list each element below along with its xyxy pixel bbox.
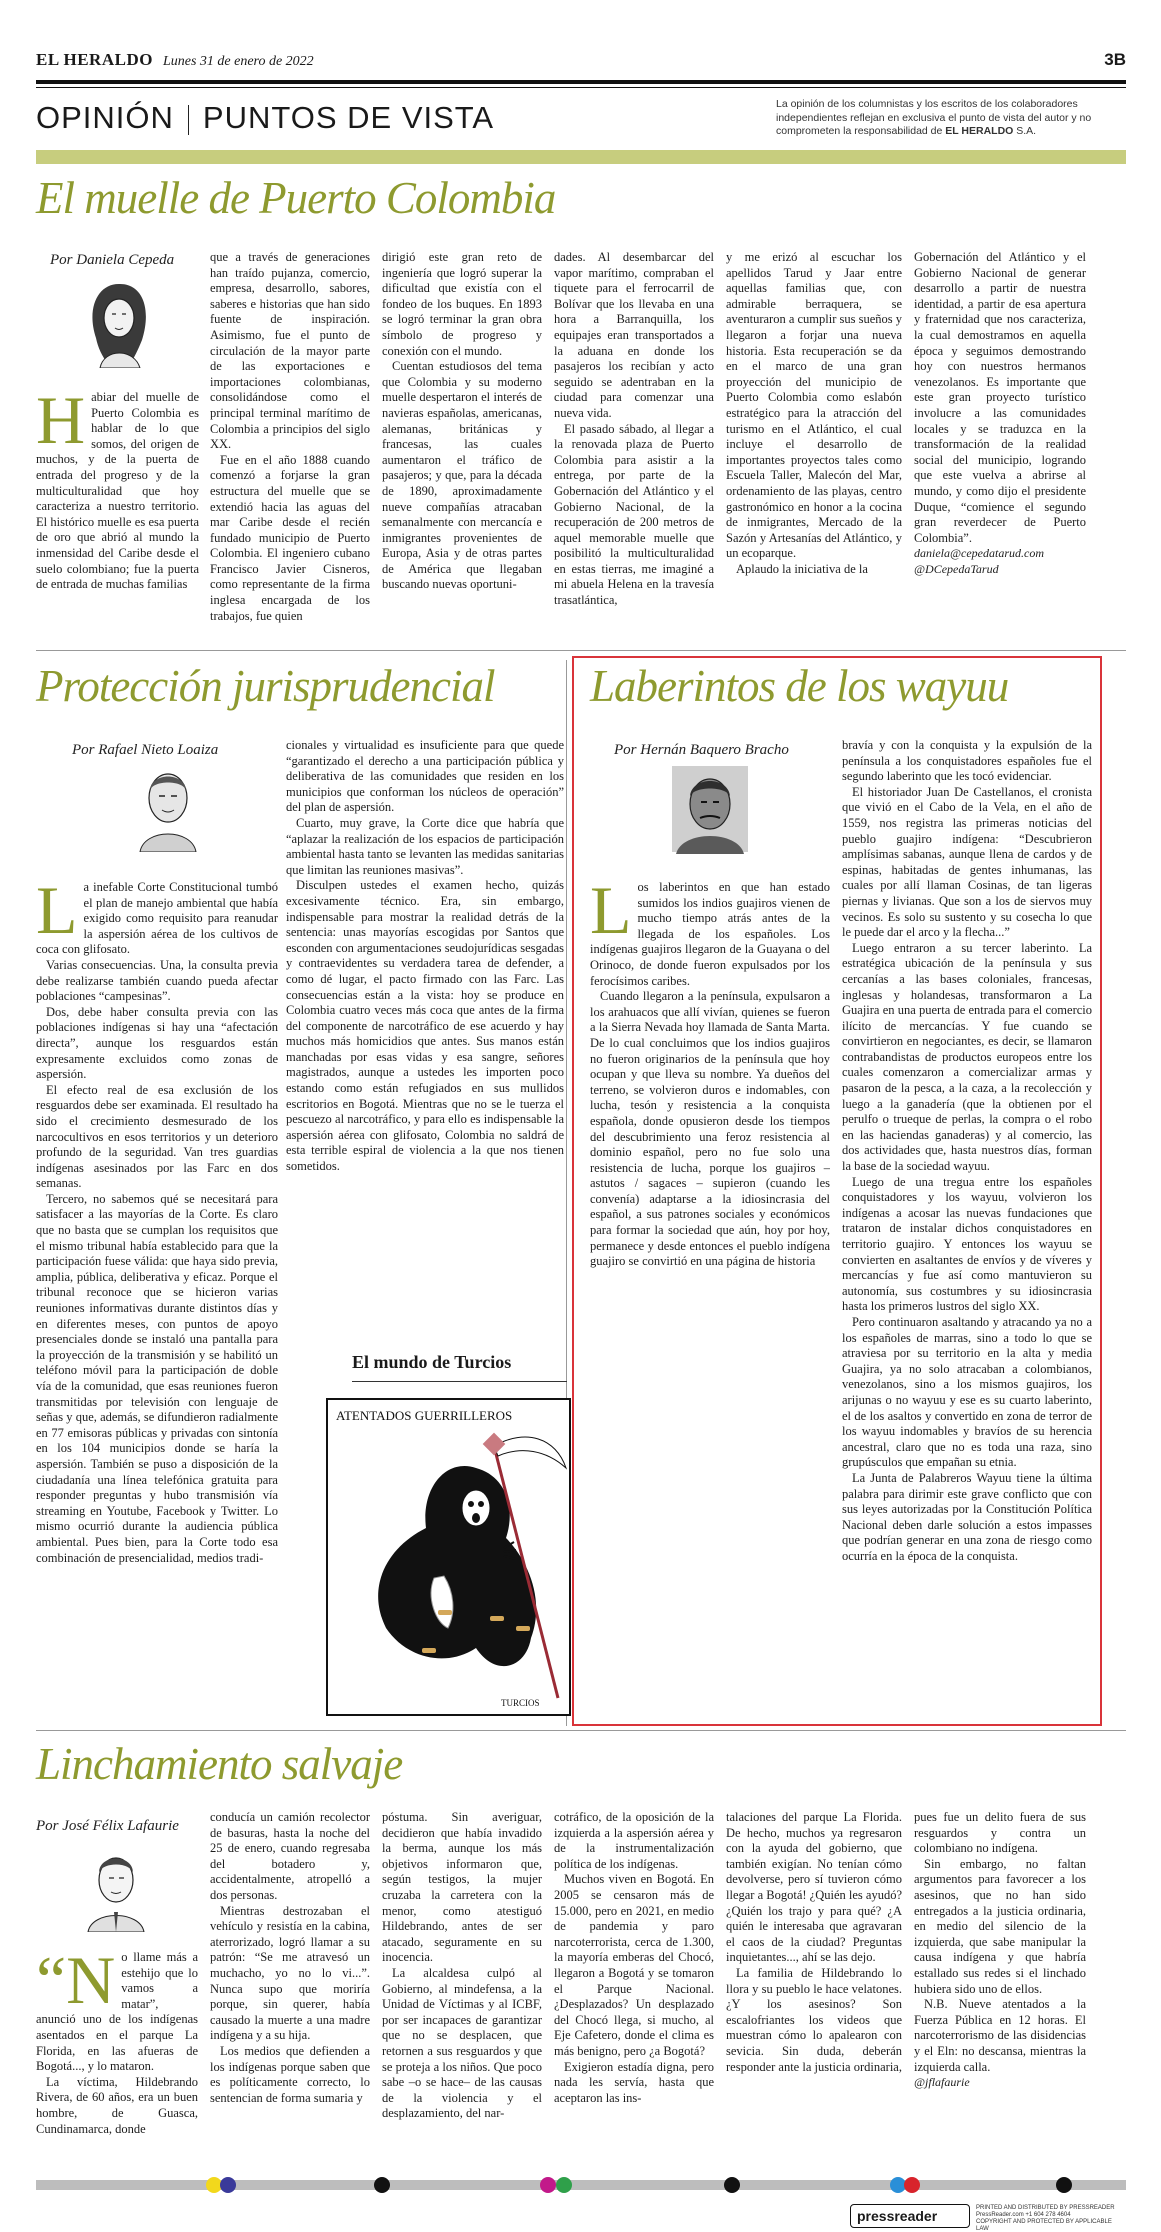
article-column: que a través de generaciones han traído pujanza, comercio, empresa, desarrollo, sabores, saberes e historias que han sido fuente de inspiración. Asimismo, fue el punto de circulación de la mayor parte de las exportaciones e importaciones colombianas, consolidándose como el principal terminal marítimo de Colombia a principios del siglo XX. Fue en el año 1888 cuando comenzó a forjarse la gran estructura del muelle que se extendió hacia las aguas del mar Caribe desde el recién fundado municipio de Puerto Colombia. El ingeniero cubano Francisco Javier Cisneros, como representante de la firma inglesa encargada de los trabajos, fue quien [210, 250, 370, 623]
article-column: bravía y con la conquista y la expulsión de la península a los conquistadores españoles fue el segundo laberinto que les tocó evidenciar. El historiador Juan De Castellanos, el cronista que vivió en el Cabo de la Vela, en el año de 1559, nos registra las primeras noticias del pueblo guajiro indígena: “Descubrieron amplísimas sabanas, aunque llena de cardos y de espinas, habitadas de gentes inhumanas, las cuales por allí llaman Cosinas, de tan ligeras piernas y livianas. Que son a los de siervos muy vecinos. Es solo su sustento y su cosecha lo que le puede dar el arco y la flecha...” Luego entraron a su tercer laberinto. La estratégica ubicación de la península y sus cercanías a las bases coloniales, francesas, inglesas y holandesas, transformaron a La Guajira en una puerta de entrada para el comercio ilícito de mercancías. Y fue cuando se convirtieron en negociantes, es decir, se llamaron contrabandistas de productos europeos entre los cuales comenzaron a comercializar armas y pasaron de la pesca, a la caza, a la recolección y luego a la ganadería (que la obtienen por el perulfo o trueque de perlas, la compra o el robo en las haciendas ganaderas) y al comercio, las dos actividades que, hasta nuestros días, forman la base de la sociedad wayuu. Luego de una tregua entre los españoles conquistadores y los wayuu, volvieron los indígenas a acosar las nuevas fundaciones que trataron de instalar dichos conquistadores en territorio guajiro. Y entonces los wayuu se convierten en asaltantes de envíos y de víveres y mercancías y fue así como mantuvieron su autonomía, sus costumbres y su idiosincrasia hasta los primeros lustros del siglo XX. Pero continuaron asaltando y atracando ya no a los españoles de marras, sino a todo lo que se atraviesa por su territorio en la alta y media Guajira, ya no solo atracaban a colombianos, venezolanos, sino a los mismos guajiros, los arijunas o no wayuu y ese es su cuarto laberinto, el de los asaltos y convertido en zona de terror de los wayuu indomables y bravíos de su herencia ancestral, claro que no es toda una raza, sino grupúsculos que empañan su etnia. La Junta de Palabreros Wayuu tiene la última palabra para dirimir este grave conflicto que con sus leyes autorizadas por la Constitución Política Nacional deben darle solución a estos impasses que podrían generar en una zona de riesgo como ocurría en la época de la conquista. [842, 738, 1092, 1563]
article-column: pues fue un delito fuera de sus resguardos y contra un colombiano no indígena. Sin embargo, no faltan argumentos para favorecer a los asesinos, que no han sido entregados a la justicia ordinaria, en medio del silencio de la izquierda, que sabe manipular la causa indígena y que habría estallado sus redes si el linchado hubiera sido uno de ellos. N.B. Nueve atentados a la Fuerza Pública en 12 horas. El narcoterrorismo de las disidencias y el Eln: no descansa, mientras la izquierda calla. @jflafaurie [914, 1810, 1086, 2090]
registration-dot [556, 2177, 572, 2193]
drop-cap: L [36, 880, 78, 948]
article-title: Laberintos de los wayuu [590, 661, 1009, 711]
divider [36, 650, 1126, 651]
article-column: L a inefable Corte Constitucional tumbó el plan de manejo ambiental que había exigido como requisito para reanudar la aspersión aérea de los cultivos de coca con glifosato. Varias consecuencias. Una, la consulta previa debe realizarse también cuando pueda afectar poblaciones “campesinas”. Dos, debe haber consulta previa con las poblaciones indígenas si hay una “afectación directa”, aunque los resguardos están expresamente excluidos como zonas de aspersión. El efecto real de esa exclusión de los resguardos debe ser examinada. El resultado ha sido el crecimiento desmesurado de los narcocultivos en esos territorios y un deterioro profundo de la seguridad. Van tres guardias indígenas asesinados por las Farc en dos semanas. Tercero, no sabemos qué se necesitará para satisfacer a las mayorías de la Corte. Es claro que no basta que se cumplan los requisitos que el mismo tribunal había establecido para que la participación fuese válida: que haya sido previa, amplia, pública, deliberativa y eficaz. Porque el tribunal reconoce que se hicieron varias reuniones informativas durante distintos días y en diferentes meses, con puntos de apoyo presenciales donde se instaló una pantalla para la proyección de la transmisión y se habilitó un teléfono móvil para la participación de doble vía de la comunidad, que esas reuniones fueron transmitidas por televisión con lenguaje de señas y que, además, se difundieron radialmente en 77 emisoras públicas y privadas con sintonía en los 104 municipios donde se haría la aspersión. También se puso a disposición de la ciudadanía una línea telefónica gratuita para responder preguntas y hubo transmisión vía streaming en Youtube, Facebook y Twitter. Lo mismo ocurrió durante la audiencia pública ambiental. Pues bien, para la Corte todo esa combinación de presencialidad, medios tradi- [36, 880, 278, 1565]
registration-dot [540, 2177, 556, 2193]
article-column: H abiar del muelle de Puerto Colombia es hablar de lo que somos, del origen de muchos, y de la puerta de entrada del progreso y de la multiculturalidad que hoy caracteriza a nuestro territorio. El histórico muelle es esa puerta de oro que abrió al mundo la inmensidad del Caribe desde el suelo colombiano; fue la puerta de entrada de muchas familias [36, 390, 199, 592]
page-number: 3B [1104, 50, 1126, 69]
cartoon-rule [352, 1381, 567, 1382]
cartoon-title: El mundo de Turcios [352, 1352, 512, 1372]
masthead-rule [36, 80, 1126, 84]
article-column: cionales y virtualidad es insuficiente para que quede “garantizado el derecho a una participación pública y deliberativa de las comunidades que residen en los municipios que conforman los núcleos de operación” del plan de aspersión. Cuarto, muy grave, la Corte dice que habría que “aplazar la realización de los espacios de participación ambiental hasta tanto se levanten las medidas sanitarias que limitan las reuniones masivas”. Disculpen ustedes el examen hecho, quizás excesivamente técnico. Era, sin embargo, indispensable para mostrar la realidad detrás de la sentencia: unas mayorías escogidas por Santos que esconden con argumentaciones seudojurídicas sesgadas y contraevidentes su verdadera tarea de defender, a como dé lugar, el pacto firmado con las Farc. Las consecuencias están a la vista: hoy se produce en Colombia cuatro veces más coca que antes de la firma del componente de narcotráfico de ese acuerdo y hay muchos más homicidios que antes. Sus manos están manchadas por esas vidas y esa sangre, señores magistrados, aunque a ustedes les importen poco estando como están refugiados en sus mullidos escritorios en Bogotá. Mientras que no se le tuerza el pescuezo al narcotráfico, y para ello es indispensable la aspersión aérea con glifosato, Colombia no saldrá de esta terrible espiral de violencia a la que nos tienen sometidos. [286, 738, 564, 1174]
article-column: L os laberintos en que han estado sumidos los indios guajiros vienen de mucho tiempo atrás antes de la llegada de los españoles. Los indígenas guajiros llegaron de la Guayana o del Orinoco, de donde fueron expulsados por los ferocísimos caribes. Cuando llegaron a la península, expulsaron a los arahuacos que allí vivían, quienes se fueron a la Sierra Nevada hoy llamada de Santa Marta. De lo cual concluimos que los indios guajiros no fueron originarios de la península que hoy ocupan y que lleva su nombre. Ya dueños del terreno, se volvieron duros e indomables, con lucha, tesón y resistencia a la conquista española, donde opusieron desde los tiempos del descubrimiento una feroz resistencia al dominio español, pero no fue solo una resistencia de lucha, porque los guajiros – astutos / sagaces – supieron (cuando les convenía) adaptarse a la idiosincrasia del español, a sus patrones sociales y económicos para formar la sociedad que aún, hoy por hoy, permanece y desde entonces el pueblo indígena guajiro se convirtió en una página de historia [590, 880, 830, 1269]
author-portrait [670, 764, 750, 854]
article-byline: Por Rafael Nieto Loaiza [72, 742, 219, 758]
divider [36, 1730, 1126, 1731]
section-subname: PUNTOS DE VISTA [202, 100, 495, 135]
pressreader-logo: pressreader [850, 2204, 970, 2228]
article-title: Linchamiento salvaje [36, 1739, 403, 1789]
registration-dot [1056, 2177, 1072, 2193]
masthead [36, 50, 1126, 72]
article-title: El muelle de Puerto Colombia [36, 173, 556, 223]
drop-cap: L [590, 880, 632, 948]
article-column: dades. Al desembarcar del vapor marítimo, compraban el tiquete para el ferrocarril de Bolívar que los llevaba en una hora a Barranquilla, los equipajes eran transportados a la aduana en donde los pasajeros los recibían y acto seguido se adentraban en la ciudad para comenzar una nueva vida. El pasado sábado, al llegar a la renovada plaza de Puerto Colombia para asistir a la entrega, por parte de la Gobernación del Atlántico y el Gobierno Nacional, de la recuperación de 200 metros de aquel memorable muelle que posibilitó la multiculturalidad en estas tierras, me imaginé a mi abuela Helena en la travesía trasatlántica, [554, 250, 714, 608]
registration-dot [374, 2177, 390, 2193]
article-column: dirigió este gran reto de ingeniería que logró superar la dificultad que existía con el fondeo de los buques. En 1893 se logró terminar la gran obra símbolo de progreso y conexión con el mundo. Cuentan estudiosos del tema que Colombia y su moderno muelle despertaron el interés de navieras españolas, americanas, alemanas, británicas y francesas, las cuales aumentaron el tráfico de pasajeros; y que, para la década de 1890, aproximadamente nueve compañías atracaban semanalmente con mercancía e inmigrantes provenientes de Europa, Asia y de otras partes de América que llegaban buscando nuevas oportuni- [382, 250, 542, 592]
section-name: OPINIÓN [36, 100, 174, 135]
author-portrait [78, 278, 158, 368]
article-byline: Por Hernán Baquero Bracho [614, 742, 789, 758]
registration-dot [220, 2177, 236, 2193]
footer-line: PRINTED AND DISTRIBUTED BY PRESSREADER [976, 2205, 1115, 2211]
article-byline: Por José Félix Lafaurie [36, 1818, 179, 1834]
article-column: y me erizó al escuchar los apellidos Tarud y Jaar entre aquellas familias que, con admirable berraquera, se aventuraron a cumplir sus sueños y llegaron a forjar una nueva historia. Esta recuperación se da en el marco de una gran proyección del municipio de Puerto Colombia como eslabón estratégico para la atracción del turismo en el Atlántico, el cual incluye el desarrollo de importantes proyectos tales como Escuela Taller, Malecón del Mar, ordenamiento de las playas, centro gastronómico en honor a la cocina de inmigrantes, Mercado de la Sazón y Artesanías del Atlántico, y un ecoparque. Aplaudo la iniciativa de la [726, 250, 902, 576]
author-portrait [76, 1842, 156, 1932]
article-column: conducía un camión recolector de basuras, hasta la noche del 25 de enero, cuando regresaba del botadero y, accidentalmente, atropelló a dos personas. Mientras destrozaban el vehículo y resistía en la cabina, aterrorizado, logró llamar a su patrón: “Se me atravesó un muchacho, yo no lo vi...”. Nunca supo que moriría porque, sin querer, había causado la muerte a una madre indígena y a su hija. Los medios que defienden a los indígenas porque saben que es políticamente correcto, lo sentencian de forma sumaria y [210, 1810, 370, 2105]
footer-line: COPYRIGHT AND PROTECTED BY APPLICABLE LAW [976, 2219, 1112, 2232]
cartoon-illustration [326, 1398, 571, 1716]
author-portrait [128, 762, 208, 852]
article-title: Protección jurisprudencial [36, 661, 495, 711]
registration-bar [36, 2180, 1126, 2190]
article-column: talaciones del parque La Florida. De hecho, muchos ya regresaron con la ayuda del gobierno, que también exigían. No tenían cómo devolverse, pero sí tuvieron cómo llegar a Bogotá! ¿Quién les ayudó? ¿Quién los trajo y para qué? ¿A quién le interesaba que agravaran el caos de la ciudad? Preguntas inquietantes..., ahí se las dejo. La familia de Hildebrando lo llora y su pueblo le hace velatones. ¿Y los asesinos? Son escalofriantes los videos que muestran cómo lo apalearon con sevicia. Sin duda, deberán responder ante la justicia ordinaria, [726, 1810, 902, 2074]
drop-cap: “N [36, 1950, 116, 2018]
article-column: Gobernación del Atlántico y el Gobierno Nacional de generar desarrollo a partir de nuestra identidad, a partir de esa apertura y fraternidad que nos caracteriza, la cual demostramos en aquella época y seguimos demostrando hoy con nuestros hermanos venezolanos. Es importante que este gran proyecto turístico involucre a las comunidades locales y se traduzca en la transformación de la realidad social del municipio, logrando que este vuelva a abrirse al mundo, y como dijo el presidente Duque, “comience el segundo gran reverdecer de Puerto Colombia”. daniela@cepedatarud.com @DCepedaTarud [914, 250, 1086, 576]
masthead-rule-thin [36, 87, 1126, 88]
section-header [36, 100, 494, 136]
registration-dot [904, 2177, 920, 2193]
footer-line: PressReader.com +1 604 278 4604 [976, 2212, 1071, 2218]
article-column: cotráfico, de la oposición de la izquierda a la aspersión aérea y de la instrumentalización política de los indígenas. Muchos viven en Bogotá. En 2005 se censaron más de 15.000, pero en 2021, en medio de pandemia y paro narcoterrorista, cerca de 1.300, la mayoría emberas del Chocó, llegaron a Bogotá y se tomaron el Parque Nacional. ¿Desplazados? Un desplazado del Chocó llega, si mucho, al Eje Cafetero, donde el clima es más benigno, pero ¿a Bogotá? Exigieron estadía digna, pero nada les servía, hasta que aceptaron las ins- [554, 1810, 714, 2105]
cartoon-signature: TURCIOS [501, 1698, 540, 1708]
section-band [36, 150, 1126, 164]
article-column: póstuma. Sin averiguar, decidieron que había invadido la berma, aunque los más objetivos informaron que, según testigos, la mujer cruzaba la carretera con la menor, como atestiguó Hildebrando, antes de ser atacado, seguramente en su inocencia. La alcaldesa culpó al Gobierno, al mindefensa, a la Unidad de Víctimas y al ICBF, por ser incapaces de garantizar que no se desplacen, que retornen a sus resguardos y que se proteja a los niños. Que poco sabe –o se hace– de las causas de la violencia y el desplazamiento, del nar- [382, 1810, 542, 2121]
drop-cap: H [36, 390, 86, 458]
author-handle: @DCepedaTarud [914, 561, 999, 576]
registration-dot [724, 2177, 740, 2193]
author-email: daniela@cepedatarud.com [914, 546, 1045, 561]
article-column: “N o llame más a estehijo que lo vamos a matar”, anunció uno de los indígenas asentados en el parque La Florida, en las afueras de Bogotá..., y lo mataron. La víctima, Hildebrando Rivera, de 60 años, era un buen hombre, de Guasca, Cundinamarca, donde [36, 1950, 198, 2136]
issue-date: Lunes 31 de enero de 2022 [162, 54, 314, 69]
editorial-disclaimer: La opinión de los columnistas y los escritos de los colaboradores independientes reflejan en exclusiva el punto de vista del autor y no comprometen la responsabilidad de EL HERALDO S.A. [776, 98, 1092, 137]
section-divider [188, 105, 189, 135]
pressreader-stamp [850, 2204, 1126, 2232]
author-handle: @jflafaurie [914, 2075, 970, 2090]
cartoon-caption: ATENTADOS GUERRILLEROS [336, 1408, 513, 1423]
newspaper-name: EL HERALDO [36, 50, 153, 69]
article-byline: Por Daniela Cepeda [50, 252, 175, 268]
